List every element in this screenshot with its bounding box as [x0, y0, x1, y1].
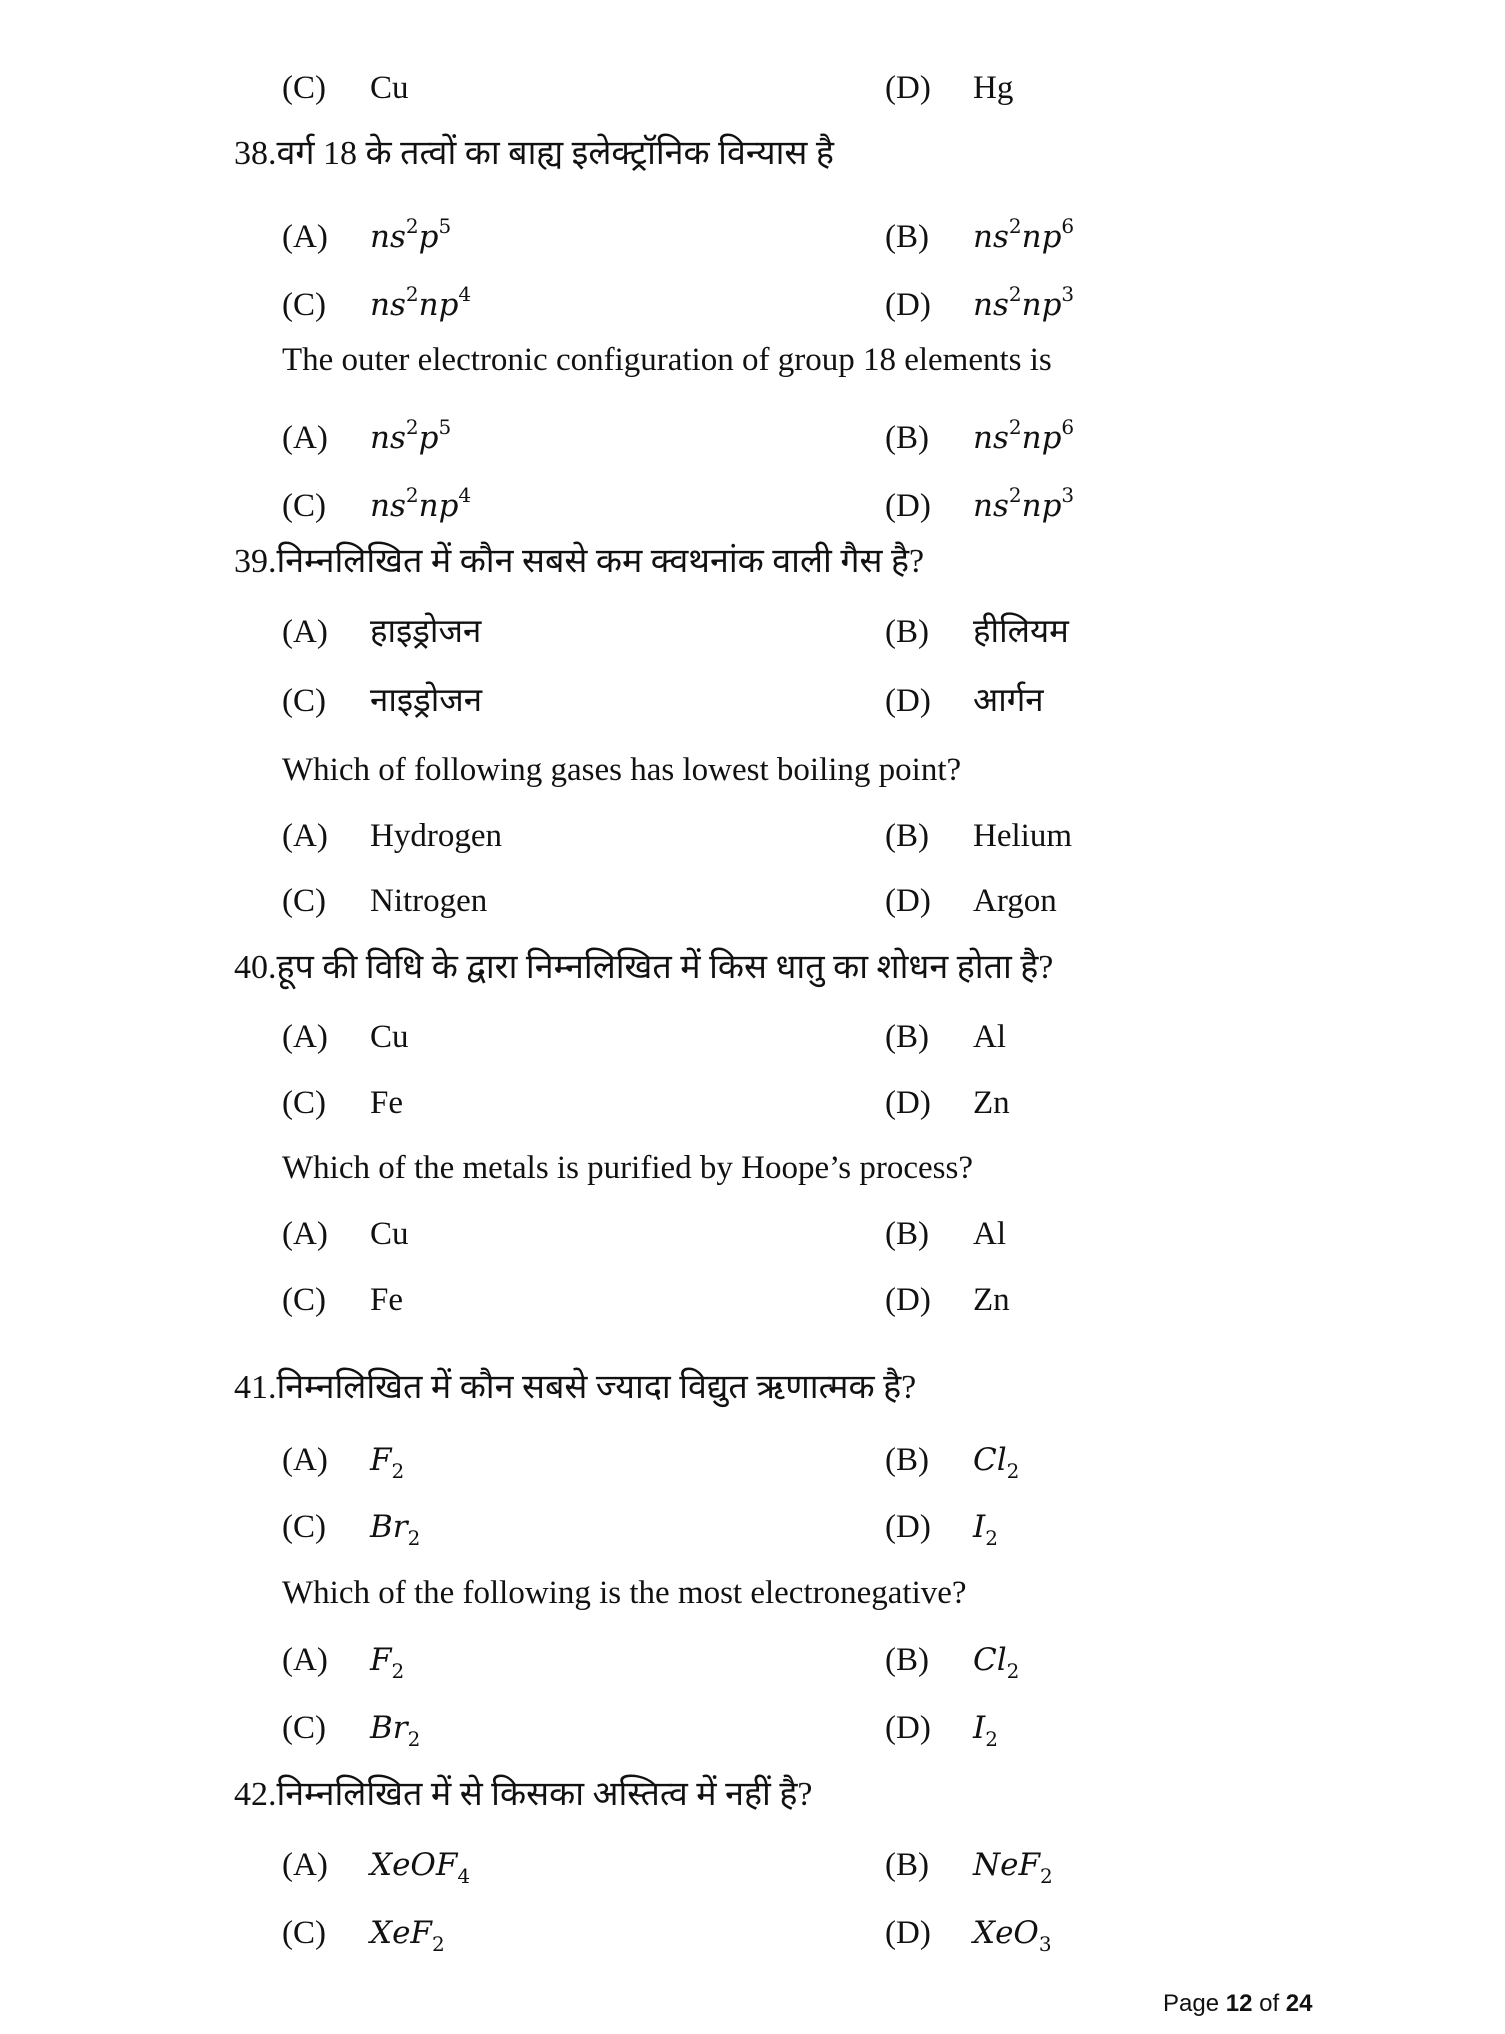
q38-hi-option-a: (A) $ns^2p^5$ [282, 214, 452, 255]
question-39-hindi: 39.निम्नलिखित में कौन सबसे कम क्वथनांक वाली गैस है? [234, 543, 925, 580]
option-c: (C) Cu [282, 70, 409, 106]
question-38-hindi: 38.वर्ग 18 के तत्वों का बाह्य इलेक्ट्रॉनिक विन्यास है [234, 135, 834, 172]
q42-option-a: (A) XeOF$_4$ [282, 1847, 471, 1888]
q40-hi-option-c: (C) Fe [282, 1085, 403, 1121]
q39-en-option-c: (C) Nitrogen [282, 883, 488, 919]
option-d: (D) Hg [885, 70, 1014, 106]
q39-hi-option-c: (C) नाइड्रोजन [282, 683, 483, 719]
question-40-hindi: 40.हूप की विधि के द्वारा निम्नलिखित में किस धातु का शोधन होता है? [234, 949, 1054, 986]
q41-hi-option-a: (A) $F_2$ [282, 1442, 405, 1483]
q40-hi-option-a: (A) Cu [282, 1019, 409, 1055]
q42-option-d: (D) XeO$_3$ [885, 1915, 1052, 1956]
q41-en-option-c: (C) $Br_2$ [282, 1710, 421, 1751]
page-of: of [1259, 1990, 1280, 2017]
q40-en-option-d: (D) Zn [885, 1282, 1010, 1318]
q40-en-option-c: (C) Fe [282, 1282, 403, 1318]
q41-en-option-d: (D) $I_2$ [885, 1710, 998, 1751]
q40-en-option-a: (A) Cu [282, 1216, 409, 1252]
q38-hi-option-b: (B) $ns^2np^6$ [885, 214, 1075, 255]
q41-en-option-b: (B) $Cl_2$ [885, 1642, 1020, 1683]
q42-option-b: (B) NeF$_2$ [885, 1847, 1053, 1888]
question-38-english: The outer electronic configuration of group 18 elements is [282, 342, 1052, 378]
page-current: 12 [1225, 1990, 1253, 2017]
q41-hi-option-b: (B) $Cl_2$ [885, 1442, 1020, 1483]
question-42-hindi: 42.निम्नलिखित में से किसका अस्तित्व में नहीं है? [234, 1776, 813, 1813]
q39-hi-option-b: (B) हीलियम [885, 614, 1069, 650]
q42-option-c: (C) XeF$_2$ [282, 1915, 445, 1956]
q39-en-option-b: (B) Helium [885, 818, 1072, 854]
q41-hi-option-c: (C) $Br_2$ [282, 1509, 421, 1550]
page-prefix: Page [1163, 1990, 1220, 2017]
question-39-english: Which of following gases has lowest boiling point? [282, 752, 962, 788]
q39-hi-option-a: (A) हाइड्रोजन [282, 614, 482, 650]
q38-hi-option-c: (C) $ns^2np^4$ [282, 282, 472, 323]
q39-hi-option-d: (D) आर्गन [885, 683, 1044, 719]
question-41-hindi: 41.निम्नलिखित में कौन सबसे ज्यादा विद्युत ऋणात्मक है? [234, 1369, 917, 1406]
q38-en-option-b: (B) $ns^2np^6$ [885, 415, 1075, 456]
question-41-english: Which of the following is the most electronegative? [282, 1575, 967, 1611]
page-total: 24 [1285, 1990, 1313, 2017]
q40-en-option-b: (B) Al [885, 1216, 1006, 1252]
question-40-english: Which of the metals is purified by Hoope’s process? [282, 1150, 973, 1186]
q38-en-option-c: (C) $ns^2np^4$ [282, 483, 472, 524]
q39-en-option-a: (A) Hydrogen [282, 818, 502, 854]
q38-en-option-d: (D) $ns^2np^3$ [885, 483, 1075, 524]
q41-en-option-a: (A) $F_2$ [282, 1642, 405, 1683]
q41-hi-option-d: (D) $I_2$ [885, 1509, 998, 1550]
page-number [1163, 1990, 1313, 2018]
q39-en-option-d: (D) Argon [885, 883, 1057, 919]
q38-en-option-a: (A) $ns^2p^5$ [282, 415, 452, 456]
q40-hi-option-d: (D) Zn [885, 1085, 1010, 1121]
q40-hi-option-b: (B) Al [885, 1019, 1006, 1055]
q38-hi-option-d: (D) $ns^2np^3$ [885, 282, 1075, 323]
